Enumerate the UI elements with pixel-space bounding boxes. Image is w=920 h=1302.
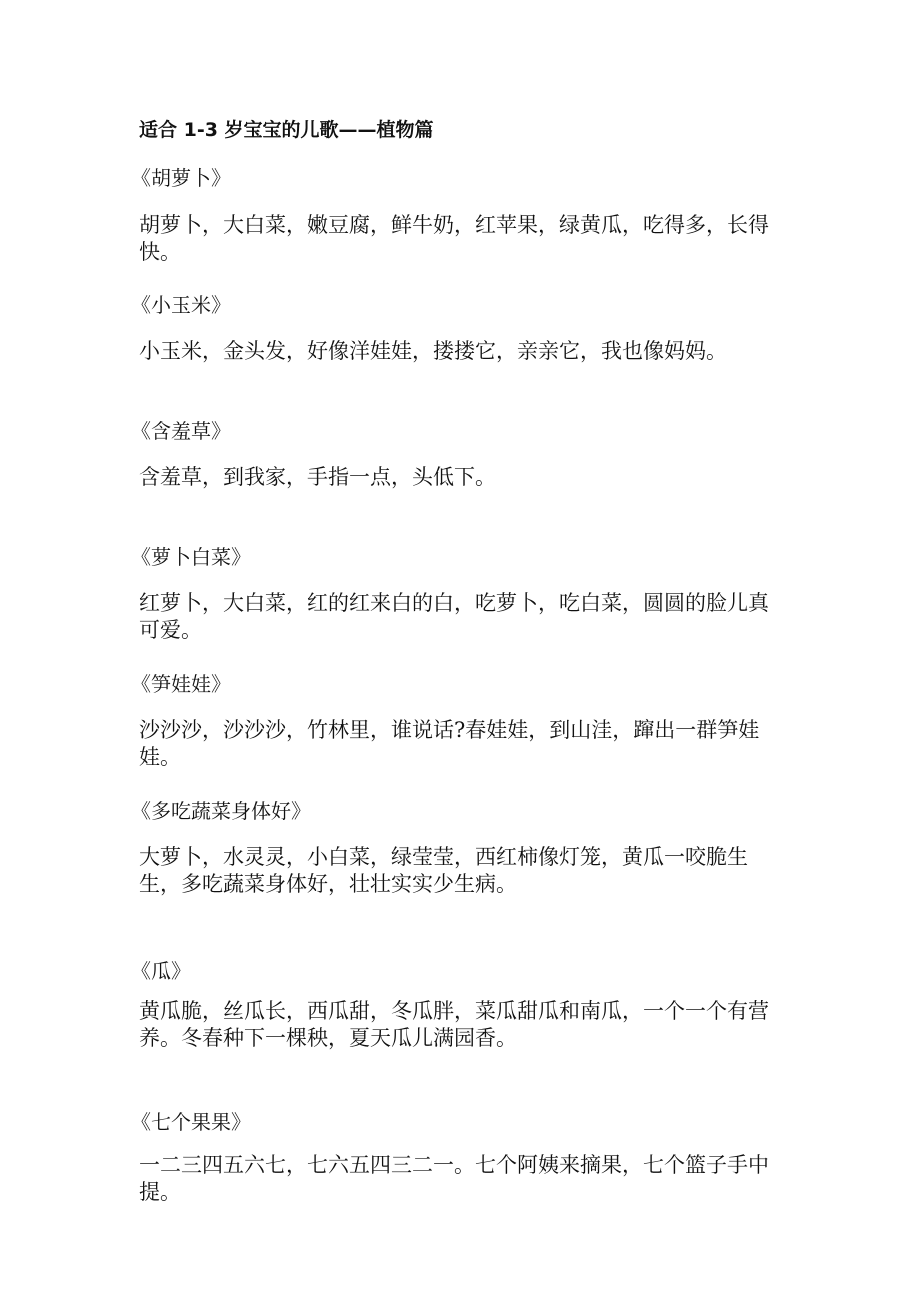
poem-text-carrot: 胡萝卜，大白菜，嫩豆腐，鲜牛奶，红苹果，绿黄瓜，吃得多，长得快。 xyxy=(139,213,769,264)
poem-title-bamboo-shoot: 《笋娃娃》 xyxy=(131,672,231,696)
poem-title-corn: 《小玉米》 xyxy=(131,293,231,317)
poem-text-vegetables: 大萝卜，水灵灵，小白菜，绿莹莹，西红柿像灯笼，黄瓜一咬脆生生，多吃蔬菜身体好，壮壮实实少生病。 xyxy=(139,845,748,896)
poem-title-melon: 《瓜》 xyxy=(131,959,191,983)
poem-title-carrot: 《胡萝卜》 xyxy=(131,166,231,190)
poem-title-vegetables: 《多吃蔬菜身体好》 xyxy=(131,799,311,823)
poem-text-seven-fruits: 一二三四五六七，七六五四三二一。七个阿姨来摘果，七个篮子手中提。 xyxy=(139,1153,769,1204)
poem-title-radish-cabbage: 《萝卜白菜》 xyxy=(131,545,251,569)
poem-text-radish-cabbage: 红萝卜，大白菜，红的红来白的白，吃萝卜，吃白菜，圆圆的脸儿真可爱。 xyxy=(139,591,769,642)
poem-text-mimosa: 含羞草，到我家，手指一点，头低下。 xyxy=(139,465,496,489)
document-title: 适合 1-3 岁宝宝的儿歌——植物篇 xyxy=(139,119,434,141)
poem-text-corn: 小玉米，金头发，好像洋娃娃，搂搂它，亲亲它，我也像妈妈。 xyxy=(139,339,727,363)
poem-title-seven-fruits: 《七个果果》 xyxy=(131,1110,251,1134)
poem-text-melon: 黄瓜脆，丝瓜长，西瓜甜，冬瓜胖，菜瓜甜瓜和南瓜，一个一个有营养。冬春种下一棵秧，夏天瓜儿满园香。 xyxy=(139,999,769,1050)
poem-text-bamboo-shoot: 沙沙沙，沙沙沙，竹林里，谁说话?春娃娃，到山洼，蹿出一群笋娃娃。 xyxy=(139,718,760,769)
poem-title-mimosa: 《含羞草》 xyxy=(131,419,231,443)
